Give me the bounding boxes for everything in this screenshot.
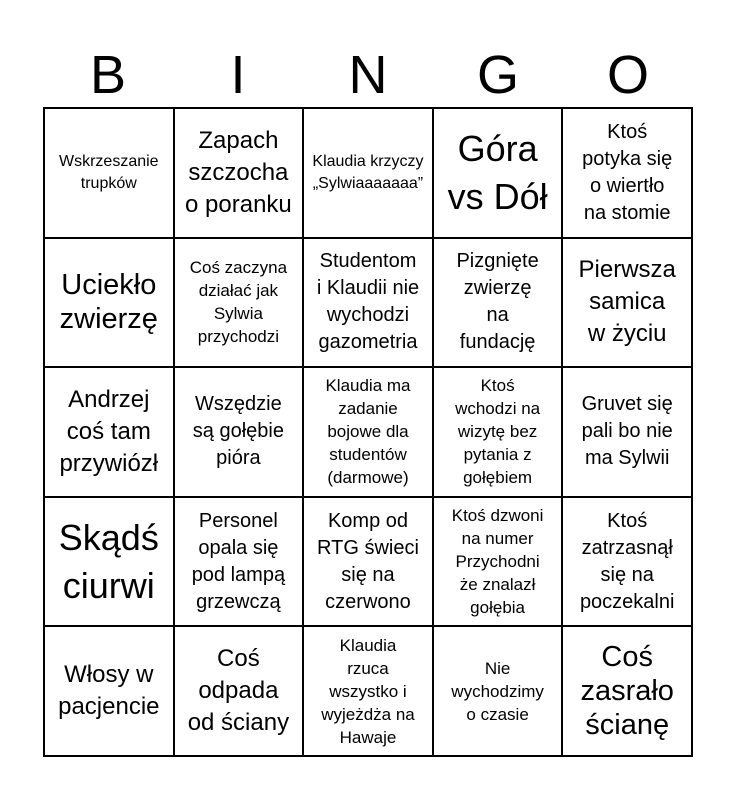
cell-text: Andrzej coś tam przywiózł [59,385,159,477]
bingo-header [43,42,693,108]
cell-text: Góra vs Dół [447,127,548,217]
bingo-cell-r5c5[interactable] [562,626,692,756]
bingo-cell-r4c2[interactable] [174,497,304,627]
header-letter-b: B [89,45,127,105]
header-letter-i: I [230,45,246,105]
bingo-cell-r4c1[interactable] [44,497,174,627]
bingo-cell-r1c1[interactable] [44,108,174,238]
cell-text: Klaudia ma zadanie bojowe dla studentów (darmowe) [325,376,411,488]
bingo-cell-r5c4[interactable] [433,626,563,756]
cell-text: Personel opala się pod lampą grzewczą [191,509,286,613]
cell-text: Coś zaczyna działać jak Sylwia przychodzi [189,258,288,347]
cell-text: Klaudia krzyczy „Sylwiaaaaaaa” [312,152,424,192]
cell-text: Studentom i Klaudii nie wychodzi gazometria [316,250,420,354]
bingo-cell-r2c2[interactable] [174,238,304,368]
bingo-cell-r2c5[interactable] [562,238,692,368]
header-letter-o: O [606,45,649,105]
cell-text: Wszędzie są gołębie pióra [192,393,284,470]
cell-text: Wskrzeszanie trupków [59,152,159,192]
bingo-cell-r1c4[interactable] [433,108,563,238]
cell-text: Nie wychodzimy o czasie [451,658,544,724]
cell-text: Gruvet się pali bo nie ma Sylwii [581,393,673,470]
cell-text: Uciekło zwierzę [59,269,158,336]
bingo-cell-r3c5[interactable] [562,367,692,497]
bingo-cell-r5c2[interactable] [174,626,304,756]
bingo-cell-r2c3[interactable] [303,238,433,368]
cell-text: Ktoś wchodzi na wizytę bez pytania z gołębiem [455,376,541,488]
bingo-cell-r1c2[interactable] [174,108,304,238]
bingo-cell-r3c2[interactable] [174,367,304,497]
bingo-grid [43,107,693,757]
cell-text: Zapach szczocha o poranku [185,126,292,218]
bingo-cell-r2c1[interactable] [44,238,174,368]
bingo-cell-r2c4[interactable] [433,238,563,368]
bingo-cell-r4c4[interactable] [433,497,563,627]
bingo-cell-r1c3[interactable] [303,108,433,238]
cell-text: Klaudia rzuca wszystko i wyjeżdża na Hawaje [321,635,415,747]
cell-text: Coś odpada od ściany [187,645,290,737]
header-letter-g: G [476,45,519,105]
cell-text: Ktoś potyka się o wiertło na stomie [582,120,673,224]
cell-text: Ktoś dzwoni na numer Przychodni że znalazł gołębia [451,506,544,618]
cell-text: Włosy w pacjencie [58,661,160,721]
cell-text: Ktoś zatrzasnął się na poczekalni [579,509,675,613]
bingo-cell-r3c4[interactable] [433,367,563,497]
bingo-cell-r4c5[interactable] [562,497,692,627]
bingo-cell-r3c3[interactable] [303,367,433,497]
header-letter-n: N [348,45,388,105]
cell-text: Coś zasrało ścianę [580,641,674,742]
cell-text: Komp od RTG świeci się na czerwono [317,509,419,613]
bingo-cell-r3c1[interactable] [44,367,174,497]
cell-text: Pierwsza samica w życiu [578,256,676,348]
cell-text: Pizgnięte zwierzę na fundację [456,250,539,354]
bingo-cell-r5c3[interactable] [303,626,433,756]
bingo-cell-r5c1[interactable] [44,626,174,756]
bingo-cell-r4c3[interactable] [303,497,433,627]
bingo-cell-r1c5[interactable] [562,108,692,238]
cell-text: Skądś ciurwi [58,516,159,606]
